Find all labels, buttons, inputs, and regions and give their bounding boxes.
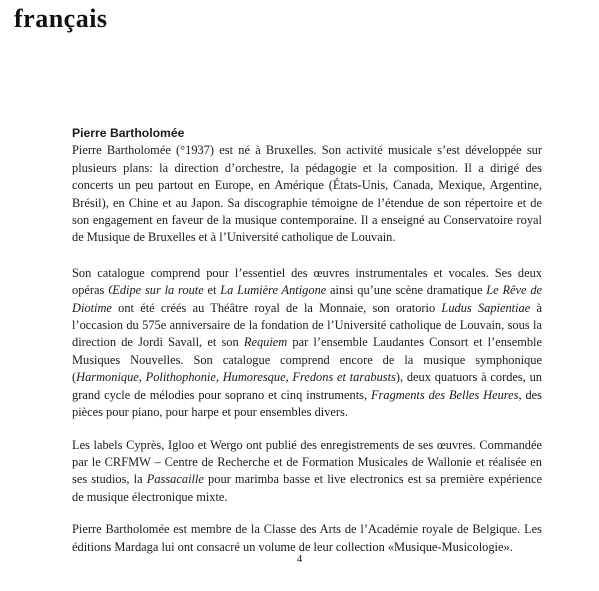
- italic-title-run: Ludus Sapientiae: [441, 300, 531, 315]
- page-number: 4: [296, 553, 303, 565]
- italic-title-run: Fragments des Belles Heures: [370, 387, 519, 402]
- paragraph-catalogue: [72, 265, 542, 422]
- italic-title-run: Œdipe sur la route: [108, 283, 204, 298]
- text-run: et: [203, 283, 221, 298]
- italic-title-run: Le Rêve de Diotime: [72, 283, 543, 315]
- paragraph-academy: [72, 521, 542, 556]
- italic-title-run: Passacaille: [146, 472, 204, 487]
- language-title: français: [14, 4, 108, 33]
- paragraph-recordings: [72, 437, 542, 507]
- text-run: Pierre Bartholomée est membre de la Classe des Arts de l’Académie royale de Belgique. Les éditions Mardaga lui ont consacré un volume de leur collection «Musique-Musicologie».: [72, 522, 542, 554]
- text-run: ), deux quatuors à cordes, un grand cycle de mélodies pour soprano et cinq instruments,: [72, 370, 542, 402]
- italic-title-run: Harmonique, Polithophonie, Humoresque, Fredons et tarabusts: [76, 370, 396, 385]
- text-run: par l’ensemble Laudantes Consort et l’ensemble Musiques Nouvelles. Son catalogue comprend encore de la musique symphonique (: [72, 335, 543, 385]
- text-run: Son catalogue comprend pour l’essentiel des œuvres instrumentales et vocales. Ses deux opéras: [72, 265, 542, 298]
- text-run: pour marimba basse et live electronics est sa première expérience de musique électronique mixte.: [72, 472, 542, 504]
- text-run: ont été créés au Théâtre royal de la Monnaie, son oratorio: [111, 300, 442, 315]
- article-body: [72, 125, 542, 571]
- text-run: , des pièces pour piano, pour harpe et pour ensembles divers.: [72, 387, 542, 420]
- text-run: à l’occasion du 575e anniversaire de la fondation de l’Université catholique de Louvain, sous la direction de Jordi Savall, et son: [72, 300, 542, 350]
- italic-title-run: La Lumière Antigone: [220, 283, 327, 298]
- article-heading: Pierre Bartholomée: [72, 126, 185, 140]
- text-run: ainsi qu’une scène dramatique: [326, 283, 487, 298]
- italic-title-run: Requiem: [243, 335, 288, 350]
- text-run: Les labels Cyprès, Igloo et Wergo ont publié des enregistrements de ses œuvres. Commandée par le CRFMW – Centre de Recherche et de Formation Musicales de Wallonie et réalisée en ses studios, la: [72, 437, 542, 487]
- text-run: Pierre Bartholomée (°1937) est né à Bruxelles. Son activité musicale s’est développée sur plusieurs plans: la direction d’orchestre, la pédagogie et la composition. Il a dirigé des concerts un peu partout en Europe, en Amérique (États-Unis, Canada, Mexique, Argentine, Brésil), en Chine et au Japon. Sa discographie témoigne de l’étendue de son répertoire et de son engagement en faveur de la musique contemporaine. Il a enseigné au Conservatoire royal de Musique de Bruxelles et à l’Université catholique de Louvain.: [72, 143, 542, 245]
- paragraph-biography: [72, 142, 542, 246]
